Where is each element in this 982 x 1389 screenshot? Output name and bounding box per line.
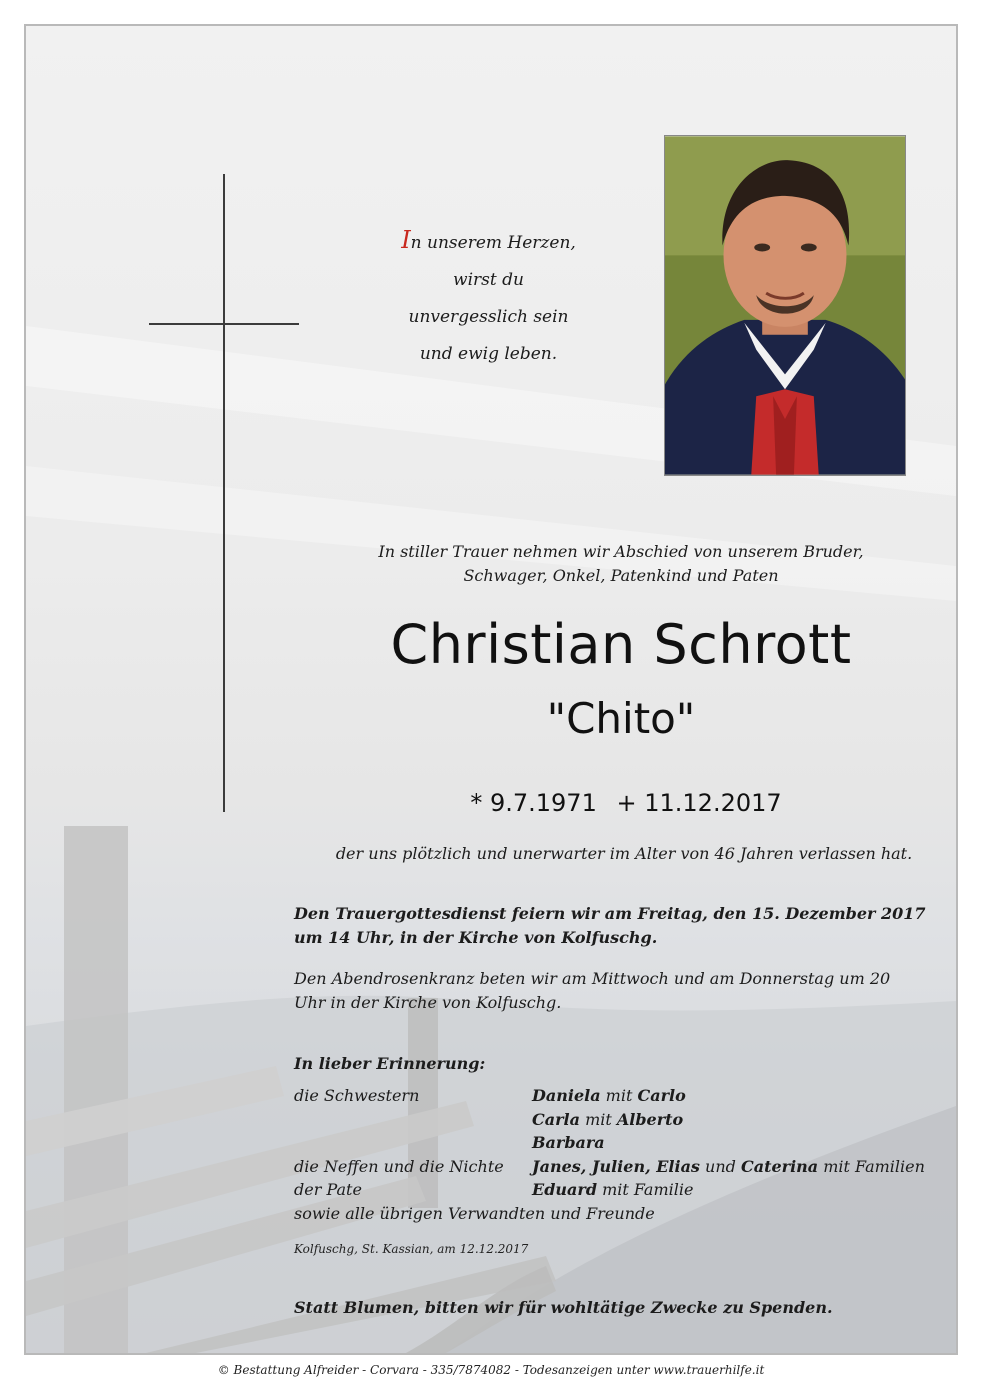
portrait-photo [664, 135, 906, 476]
relative-names [532, 1084, 954, 1108]
relative-name: Daniela [532, 1086, 601, 1105]
relatives-row [294, 1178, 954, 1202]
funeral-info [294, 902, 954, 950]
relatives-row [294, 1155, 954, 1179]
verse-line-2: wirst du [453, 270, 524, 290]
intro-text [306, 540, 936, 588]
funeral-line-1: Den Trauergottesdienst feiern wir am Freitag, den 15. Dezember 2017 [294, 904, 926, 923]
relation-label: der Pate [294, 1180, 362, 1199]
life-dates [326, 786, 926, 820]
rosary-line-2: Uhr in der Kirche von Kolfuschg. [294, 993, 562, 1012]
relatives-row [294, 1084, 954, 1108]
verse-line-1-text: n unserem Herzen, [410, 233, 576, 253]
relative-name: Alberto [616, 1109, 684, 1129]
relative-name: Caterina [740, 1156, 819, 1176]
relative-names [532, 1155, 954, 1179]
relative-name: Janes, Julien, Elias [532, 1156, 700, 1176]
intro-line-2: Schwager, Onkel, Patenkind und Paten [463, 566, 779, 585]
relative-name: Carlo [637, 1086, 686, 1105]
memory-heading: In lieber Erinnerung: [294, 1054, 486, 1073]
relative-connector: mit Familie [597, 1180, 694, 1199]
relative-name: Carla [532, 1109, 580, 1129]
relatives-row [294, 1108, 954, 1132]
death-notice: der uns plötzlich und unerwarter im Alter von 46 Jahren verlassen hat. [335, 844, 913, 863]
relatives-list [294, 1084, 954, 1225]
relative-connector: mit [600, 1086, 638, 1105]
relative-connector: und [699, 1156, 741, 1176]
relation-label: sowie alle übrigen Verwandten und Freunde [294, 1203, 655, 1223]
intro-line-1: In stiller Trauer nehmen wir Abschied von unserem Bruder, [378, 542, 864, 561]
relation-label [294, 1108, 532, 1132]
relative-name: Barbara [532, 1133, 605, 1152]
deceased-name: Christian Schrott [390, 613, 852, 676]
verse-initial-letter: I [401, 226, 411, 254]
deceased-nickname: "Chito" [546, 694, 696, 743]
rosary-line-1: Den Abendrosenkranz beten wir am Mittwoch und am Donnerstag um 20 [294, 969, 891, 988]
relative-connector: mit Familien [818, 1156, 925, 1176]
verse-line-1 [346, 222, 631, 262]
verse-line-4: und ewig leben. [419, 344, 558, 364]
verse-line-3: unvergesslich sein [408, 307, 569, 327]
relative-name: Eduard [532, 1180, 597, 1199]
relative-connector: mit [579, 1109, 617, 1129]
funeral-line-2: um 14 Uhr, in der Kirche von Kolfuschg. [294, 928, 658, 947]
memorial-verse [346, 222, 631, 373]
footer-credit: © Bestattung Alfreider - Corvara - 335/7874082 - Todesanzeigen unter www.trauerhilfe.it [217, 1363, 765, 1377]
cross-vertical-line [223, 174, 225, 812]
relation-label [294, 1131, 532, 1155]
obituary-card [24, 24, 958, 1355]
relative-names [532, 1202, 954, 1226]
death-date: + 11.12.2017 [616, 789, 782, 817]
relation-label: die Schwestern [294, 1086, 420, 1105]
relative-names [532, 1178, 954, 1202]
relation-label: die Neffen und die Nichte [294, 1156, 504, 1176]
relative-names [532, 1131, 954, 1155]
relatives-row [294, 1131, 954, 1155]
closing-request: Statt Blumen, bitten wir für wohltätige Zwecke zu Spenden. [294, 1298, 833, 1317]
relatives-row [294, 1202, 954, 1226]
place-and-date: Kolfuschg, St. Kassian, am 12.12.2017 [294, 1242, 529, 1256]
cross-horizontal-line [149, 323, 299, 325]
birth-date: * 9.7.1971 [470, 789, 597, 817]
rosary-info [294, 967, 954, 1015]
relative-names [532, 1108, 954, 1132]
